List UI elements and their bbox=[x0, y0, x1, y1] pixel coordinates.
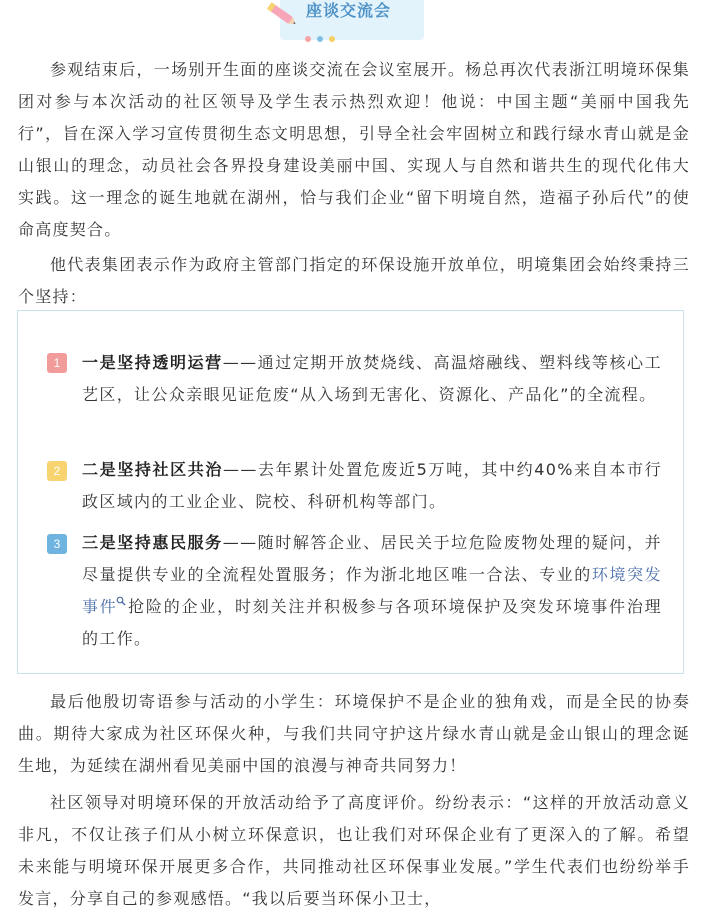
dot-blue bbox=[317, 36, 323, 42]
intro-paragraph: 参观结束后，一场别开生面的座谈交流在会议室展开。杨总再次代表浙江明境环保集团对参与本次活动的社区领导及学生表示热烈欢迎！他说：中国主题“美丽中国我先行”，旨在深入学习宣传贯彻生态文明思想，引导全社会牢固树立和践行绿水青山就是金山银山的理念，动员社会各界投身建设美丽中国、实现人与自然和谐共生的现代化伟大实践。这一理念的诞生地就在湖州，恰与我们企业“留下明境自然，造福子孙后代”的使命高度契合。 bbox=[18, 60, 690, 239]
commitment-title: 三是坚持惠民服务 bbox=[82, 533, 223, 552]
commitment-text: 抢险的企业，时刻关注并积极参与各项环境保护及突发环境事件治理的工作。 bbox=[82, 597, 662, 648]
commitment-text: ——随时解答企业、居民关于垃危险废物处理的疑问，并尽量提供专业的全流程处置服务；作为浙北地区唯一合法、专业的 bbox=[82, 533, 662, 584]
item-number-badge: 1 bbox=[47, 353, 67, 373]
header-title: 座谈交流会 bbox=[306, 1, 392, 20]
commitment-title: 一是坚持透明运营 bbox=[82, 353, 223, 372]
commitment-title: 二是坚持社区共治 bbox=[82, 460, 224, 479]
pencil-icon bbox=[262, 0, 300, 30]
commitment-intro-paragraph: 他代表集团表示作为政府主管部门指定的环保设施开放单位，明境集团会始终秉持三个坚持： bbox=[18, 255, 690, 306]
commitment-item bbox=[82, 347, 662, 411]
dot-pink bbox=[305, 36, 311, 42]
section-header bbox=[0, 0, 711, 44]
commitment-text: ——去年累计处置危废近5万吨，其中约40%来自本市行政区域内的工业企业、院校、科研机构等部门。 bbox=[82, 460, 662, 511]
dot-yellow bbox=[329, 36, 335, 42]
closing-paragraph: 最后他殷切寄语参与活动的小学生：环境保护不是企业的独角戏，而是全民的协奏曲。期待大家成为社区环保火种，与我们共同守护这片绿水青山就是金山银山的理念诞生地，为延续在湖州看见美丽中国的浪漫与神奇共同努力！ bbox=[18, 692, 690, 775]
item-number-badge: 2 bbox=[47, 461, 67, 481]
commitment-item bbox=[82, 454, 662, 518]
community-feedback-paragraph: 社区领导对明境环保的开放活动给予了高度评价。纷纷表示：“这样的开放活动意义非凡，不仅让孩子们从小树立环保意识，也让我们对环保企业有了更深入的了解。希望未来能与明境环保开展更多合作，共同推动社区环保事业发展。”学生代表们也纷纷举手发言，分享自己的参观感悟。“我以后要当环保小卫士， bbox=[18, 793, 690, 908]
search-icon[interactable] bbox=[116, 596, 126, 606]
item-number-badge: 3 bbox=[47, 534, 67, 554]
environmental-emergency-link[interactable]: 环境突发事件 bbox=[82, 565, 663, 616]
commitment-text: ——通过定期开放焚烧线、高温熔融线、塑料线等核心工艺区，让公众亲眼见证危废“从入场到无害化、资源化、产品化”的全流程。 bbox=[82, 353, 662, 404]
header-dots bbox=[305, 27, 341, 35]
commitment-item bbox=[82, 527, 662, 655]
